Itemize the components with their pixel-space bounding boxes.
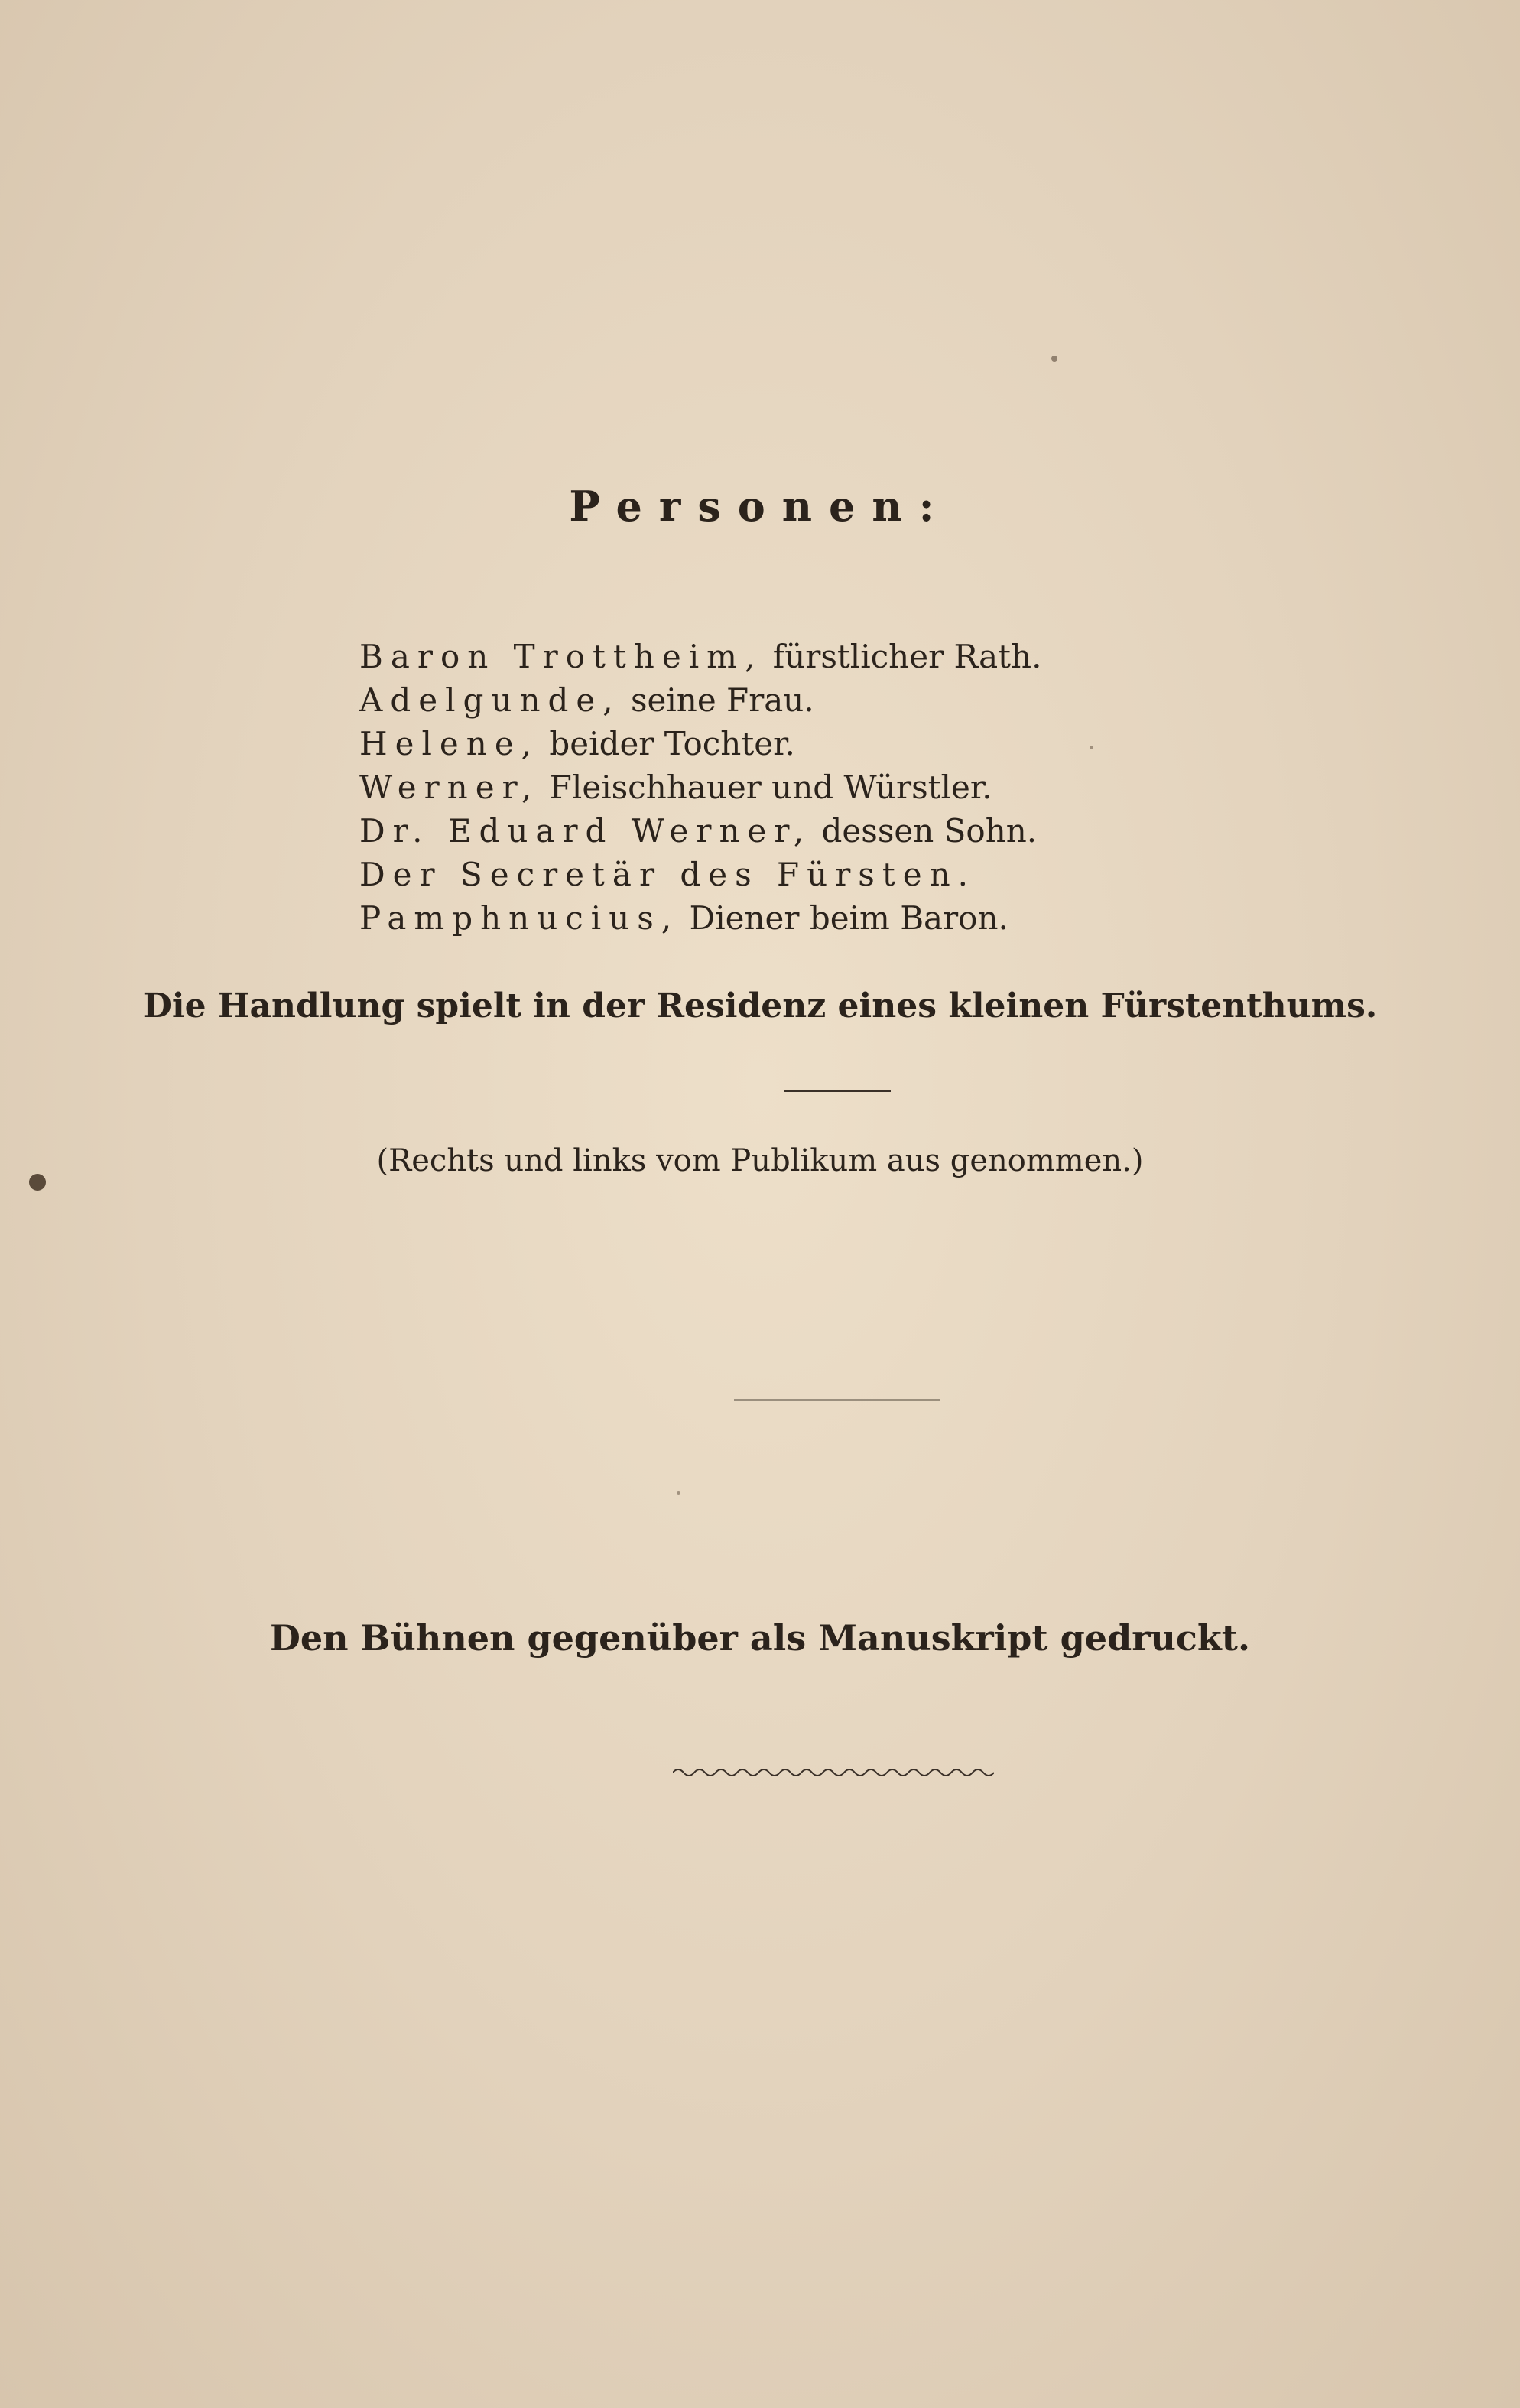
stage-direction: (Rechts und links vom Publikum aus genommen.)	[376, 1143, 1144, 1178]
cast-name: Adelgunde,	[359, 681, 621, 719]
cast-name: Baron Trottheim,	[359, 638, 763, 675]
cast-description: fürstlicher Rath.	[772, 638, 1042, 675]
cast-entry	[359, 678, 1041, 722]
cast-entry	[359, 809, 1041, 853]
paper-spot	[677, 1491, 680, 1495]
paper-spot	[1051, 356, 1057, 362]
divider-rule	[784, 1090, 891, 1092]
cast-description: Fleischhauer und Würstler.	[549, 769, 992, 806]
cast-entry	[359, 635, 1041, 678]
cast-name: Pamphnucius,	[359, 899, 680, 937]
cast-name: Helene,	[359, 725, 540, 762]
cast-name: Werner,	[359, 769, 540, 806]
faint-divider-rule	[734, 1399, 940, 1401]
cast-entry	[359, 853, 1041, 896]
cast-entry	[359, 722, 1041, 765]
cast-description: beider Tochter.	[549, 725, 795, 762]
cast-name: Dr. Eduard Werner,	[359, 812, 812, 850]
wavy-ornament	[673, 1765, 994, 1780]
paper-spot	[29, 1174, 46, 1191]
cast-name: Der Secretär des Fürsten.	[359, 856, 976, 893]
paper-spot	[1090, 746, 1093, 749]
setting-line: Die Handlung spielt in der Residenz eines kleinen Fürstenthums.	[142, 986, 1378, 1025]
cast-description: Diener beim Baron.	[689, 899, 1008, 937]
cast-heading: Personen:	[569, 482, 951, 531]
cast-description: dessen Sohn.	[821, 812, 1038, 850]
cast-list	[359, 635, 1041, 940]
cast-entry	[359, 896, 1041, 940]
manuscript-notice: Den Bühnen gegenüber als Manuskript gedruckt.	[269, 1617, 1251, 1659]
cast-description: seine Frau.	[630, 681, 814, 719]
cast-entry	[359, 765, 1041, 809]
